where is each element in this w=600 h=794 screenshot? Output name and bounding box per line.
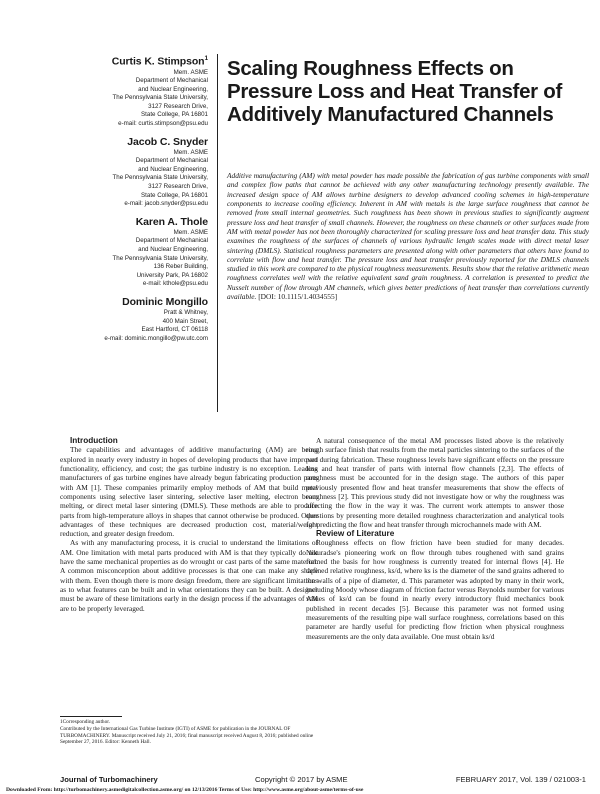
author-email: e-mail: dominic.mongillo@pw.utc.com (104, 334, 208, 342)
author-entry (12, 296, 208, 343)
author-address: 136 Reber Building, (153, 263, 208, 271)
body-column-right (306, 436, 564, 641)
author-affiliation: The Pennsylvania State University, (112, 254, 208, 262)
author-address: East Hartford, CT 06118 (141, 326, 208, 334)
author-affiliation: and Nuclear Engineering, (138, 165, 208, 173)
author-name: Dominic Mongillo (122, 295, 208, 308)
author-name: Curtis K. Stimpson$^1$ (111, 55, 208, 68)
author-name: Jacob C. Snyder (127, 135, 208, 148)
paragraph: Roughness effects on flow friction have been studied for many decades. Nikuradse's pioneering work on flow through tubes roughened with sand grains formed the basis for how roughness is currently treated for internal flows [4]. He defined relative roughness, ks/d, where ks is the diameter of the sand grains adhered to the walls of a pipe of diameter, d. This parameter was adopted by many in their work, including Moody whose diagram of friction factor versus Reynolds number for various values of ks/d can be found in nearly every introductory fluid mechanics book published in recent decades [5]. Because this parameter was not formed using measurements of the resulting pipe wall surface roughness, correlations based on this parameter are hardly useful for predicting flow friction when physical roughness measurements are the only data available. One must obtain ks/d (306, 538, 564, 641)
journal-name: Journal of Turbomachinery (60, 775, 158, 784)
author-email: e-mail: kthole@psu.edu (142, 280, 208, 288)
paper-title: Scaling Roughness Effects on Pressure Loss and Heat Transfer of Additively Manufactured Channels (227, 57, 563, 127)
author-entry (12, 52, 208, 129)
body-column-left (60, 436, 318, 613)
paragraph: The capabilities and advantages of additive manufacturing (AM) are being explored in nearly every industry in hopes of developing products that have improved functionality, efficiency, and cost; the gas turbine industry is no exception. Leading manufacturers of gas turbine engines have already begun fabricating production parts with AM [1]. These companies primarily employ methods of AM that build metal components using selective laser sintering, selective laser melting, electron beam melting, or direct metal laser sintering (DMLS). These methods are able to produce parts from high-temperature alloys in shapes that cannot otherwise be produced. Other advantages of these techniques are decreased production cost, material/weight reduction, and greater design freedom. (60, 445, 318, 539)
author-name: Karen A. Thole (135, 215, 208, 228)
author-membership: Mem. ASME (173, 228, 208, 236)
paragraph: A natural consequence of the metal AM processes listed above is the relatively rough surface finish that results from the metal particles sintering to the surfaces of the part during fabrication. These roughness levels have significant effects on the pressure loss and heat transfer of parts with internal flow channels [2,3]. The effects of roughness must be accounted for in the design stage. The authors of this paper previously presented flow and heat transfer measurements that show the effects of roughness [2]. This previous study did not investigate how or why the roughness was affecting the flow in the way it was. The current work attempts to answer those questions by presenting more detailed roughness characterization and analytical tools for predicting the flow and heat transfer through microchannels made with AM. (306, 436, 564, 529)
author-affiliation: Department of Mechanical (135, 237, 208, 245)
paragraph: As with any manufacturing process, it is crucial to understand the limitations of AM. One limitation with metal parts produced with AM is that they typically do not have the same mechanical properties as do wrought or cast parts of the same material. A common misconception about additive processes is that one can make any shape with them. Even though there is more design freedom, there are significant limitations as to what features can be built and in what orientations they can be built. A designer must be aware of these limitations early in the design process if the advantages of AM are to be properly leveraged. (60, 538, 318, 613)
author-affiliation: The Pennsylvania State University, (112, 174, 208, 182)
author-affiliation: and Nuclear Engineering, (138, 85, 208, 93)
author-address: 3127 Research Drive, (148, 102, 208, 110)
section-heading: Review of Literature (316, 529, 395, 539)
author-address: State College, PA 16801 (141, 191, 208, 199)
footnote-divider (60, 716, 122, 717)
author-entry (12, 216, 208, 289)
author-block (12, 52, 208, 350)
author-membership: Mem. ASME (173, 68, 208, 76)
issue-info: FEBRUARY 2017, Vol. 139 / 021003-1 (455, 775, 586, 784)
doi-link[interactable]: [DOI: 10.1115/1.4034555] (258, 292, 338, 302)
author-email: e-mail: jacob.snyder@psu.edu (124, 200, 208, 208)
vertical-divider (217, 54, 218, 412)
author-address: 400 Main Street, (162, 317, 208, 325)
copyright: Copyright © 2017 by ASME (255, 775, 348, 784)
footnote: 1Corresponding author. (60, 719, 111, 725)
footnotes (60, 719, 318, 746)
author-affiliation: Department of Mechanical (135, 77, 208, 85)
author-address: University Park, PA 16802 (136, 271, 208, 279)
author-affiliation: The Pennsylvania State University, (112, 94, 208, 102)
author-address: State College, PA 16801 (141, 111, 208, 119)
author-affiliation: and Nuclear Engineering, (138, 246, 208, 253)
author-email: e-mail: curtis.stimpson@psu.edu (118, 120, 208, 128)
author-address: 3127 Research Drive, (148, 183, 208, 191)
author-affiliation: Pratt & Whitney, (163, 308, 208, 316)
footnote: Contributed by the International Gas Turbine Institute (IGTI) of ASME for publication in the JOURNAL OF TURBOMACHINERY. Manuscript received July 21, 2016; final manuscript received August 8, 2016; published online September 27, 2016. Editor: Kenneth Hall. (60, 725, 314, 746)
author-entry (12, 136, 208, 209)
section-heading: Introduction (70, 436, 118, 445)
author-affiliation: Department of Mechanical (135, 157, 208, 165)
author-membership: Mem. ASME (173, 148, 208, 156)
abstract (227, 171, 589, 301)
download-notice: Downloaded From: http://turbomachinery.asmedigitalcollection.asme.org/ on 12/13/2016 Terms of Use: http://www.asme.org/about-asme/terms-of-use (6, 787, 364, 793)
abstract-text: Additive manufacturing (AM) with metal powder has made possible the fabrication of gas turbine components with small and complex flow paths that cannot be achieved with any other manufacturing technology presently available. The increased design space of AM allows turbine designers to develop advanced cooling schemes in high-temperature components to increase cooling efficiency. Inherent in AM with metals is the large surface roughness that cannot be removed from small internal geometries. Such roughness has been shown in previous studies to significantly augment pressure loss and heat transfer of small channels. However, the roughness on these channels or other surfaces made from AM with metal powder has not been thoroughly characterized for scaling pressure loss and heat transfer data. This study examines the roughness of the surfaces of channels of various hydraulic length scales made with direct metal laser sintering (DMLS). Statistical roughness parameters are presented along with other parameters that others have found to correlate with flow and heat transfer. The pressure loss and heat transfer previously reported for the DMLS channels studied in this work are compared to the physical roughness measurements. Results show that the relative arithmetic mean roughness correlates well with the relative equivalent sand grain roughness. A correlation is presented to predict the Nusselt number of flow through AM channels, which gives better predictions of heat transfer than correlations currently available. (227, 171, 589, 302)
